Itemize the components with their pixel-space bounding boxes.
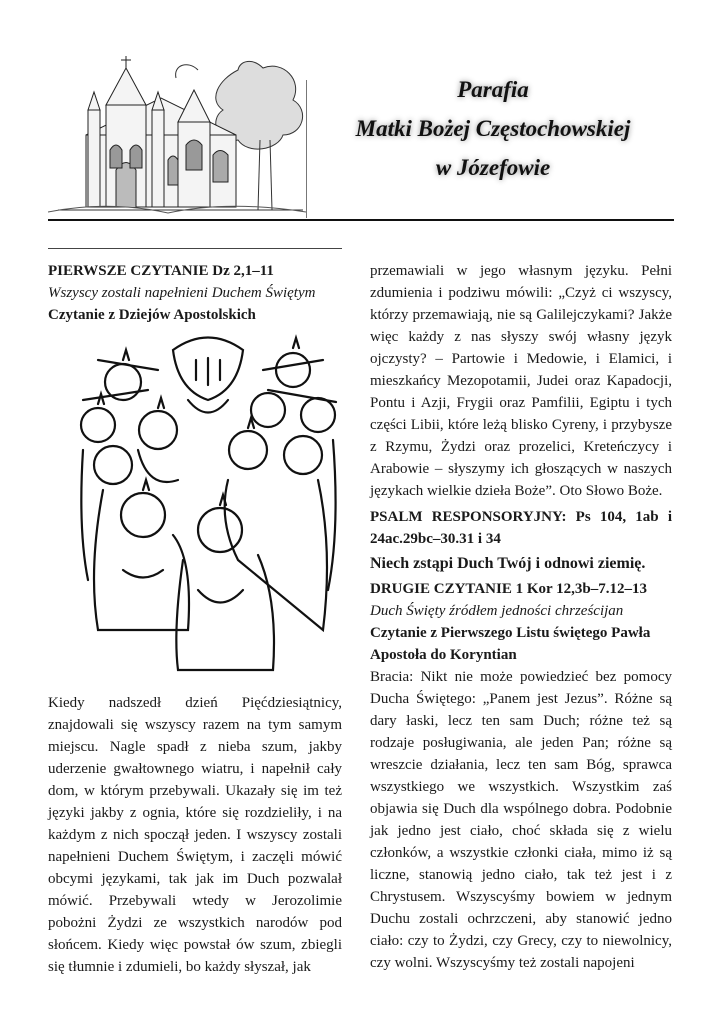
psalm-heading: PSALM RESPONSORYJNY: Ps 104, 1ab i 24ac.29bc–30.31 i 34	[370, 509, 672, 547]
header-divider	[306, 80, 307, 218]
psalm-refrain: Niech zstąpi Duch Twój i odnowi ziemię.	[370, 555, 646, 572]
reading1-header	[48, 260, 342, 326]
reading2-subtitle: Duch Święty źródłem jedności chrześcijan	[370, 603, 624, 619]
title-line: Parafia	[457, 77, 529, 102]
reading1-body-continued: przemawiali w jego własnym języku. Pełni zdumienia i podziwu mówili: „Czyż ci wszyscy, którzy przemawiają, nie są Galilejczykami? Jakże więc każdy z nas słyszy swój własny język ojczysty? – Partowie i Medowie, i Elamici, i mieszkańcy Mezopotamii, Judei oraz Kapadocji, Pontu i Azji, Frygii oraz Pamfilii, Egiptu i tych części Libii, które leżą blisko Cyreny, i przybysze z Rzymu, Żydzi oraz prozelici, Kreteńczycy i Arabowie – słyszymy ich głoszących w naszych językach wielkie dzieła Boże”. Oto Słowo Boże.	[370, 263, 672, 499]
reading2-ref: 1 Kor 12,3b–7.12–13	[515, 581, 647, 597]
reading1-source: Czytanie z Dziejów Apostolskich	[48, 307, 256, 323]
reading2-body: Bracia: Nikt nie może powiedzieć bez pomocy Ducha Świętego: „Panem jest Jezus”. Różne są dary łaski, lecz ten sam Duch; różne też są rodzaje posługiwania, ale jeden Pan; różne są wreszcie działania, lecz ten sam Bóg, sprawca wszystkiego we wszystkich. Wszystkim zaś objawia się Duch dla wspólnego dobra. Podobnie jak jedno jest ciało, choć składa się z wielu członków, a wszystkie członki ciała, mimo iż są liczne, stanowią jedno ciało, tak też jest i z Chrystusem. Wszyscyśmy bowiem w jednym Duchu zostali ochrzczeni, aby stanowić jedno ciało: czy to Żydzi, czy Grecy, czy to niewolnicy, czy wolni. Wszyscyśmy też zostali napojeni	[370, 669, 672, 971]
header-rule	[48, 219, 674, 221]
reading2-label: DRUGIE CZYTANIE	[370, 581, 512, 597]
parish-title	[312, 70, 674, 187]
right-column	[370, 260, 672, 974]
church-illustration	[48, 50, 310, 216]
reading1-heading	[48, 260, 342, 282]
reading1-subtitle: Wszyscy zostali napełnieni Duchem Świętym	[48, 285, 316, 301]
reading1-ref: Dz 2,1–11	[212, 263, 274, 279]
title-line: Matki Bożej Częstochowskiej	[355, 116, 631, 141]
reading2-heading	[370, 578, 672, 600]
reading1-body: Kiedy nadszedł dzień Pięćdziesiątnicy, znajdowali się wszyscy razem na tym samym miejscu. Nagle spadł z nieba szum, jakby uderzenie gwałtownego wiatru, i napełnił cały dom, w którym przebywali. Ukazały się im też języki jakby z ognia, które się rozdzieliły, i na każdym z nich spoczął jeden. I wszyscy zostali napełnieni Duchem Świętym, i zaczęli mówić obcymi językami, tak jak im Duch pozwalał mówić. Przebywali wtedy w Jerozolimie pobożni Żydzi ze wszystkich narodów pod słońcem. Kiedy więc powstał ów szum, zbiegli się tłumnie i zdumieli, bo każdy słyszał, jak	[48, 695, 342, 975]
reading2-source: Czytanie z Pierwszego Listu świętego Pawła Apostoła do Koryntian	[370, 625, 651, 663]
title-line: w Józefowie	[435, 155, 551, 180]
column-rule	[48, 248, 342, 249]
page-header	[48, 50, 674, 218]
pentecost-illustration	[78, 330, 340, 682]
reading1-text-left	[48, 692, 342, 978]
reading1-label: PIERWSZE CZYTANIE	[48, 263, 209, 279]
